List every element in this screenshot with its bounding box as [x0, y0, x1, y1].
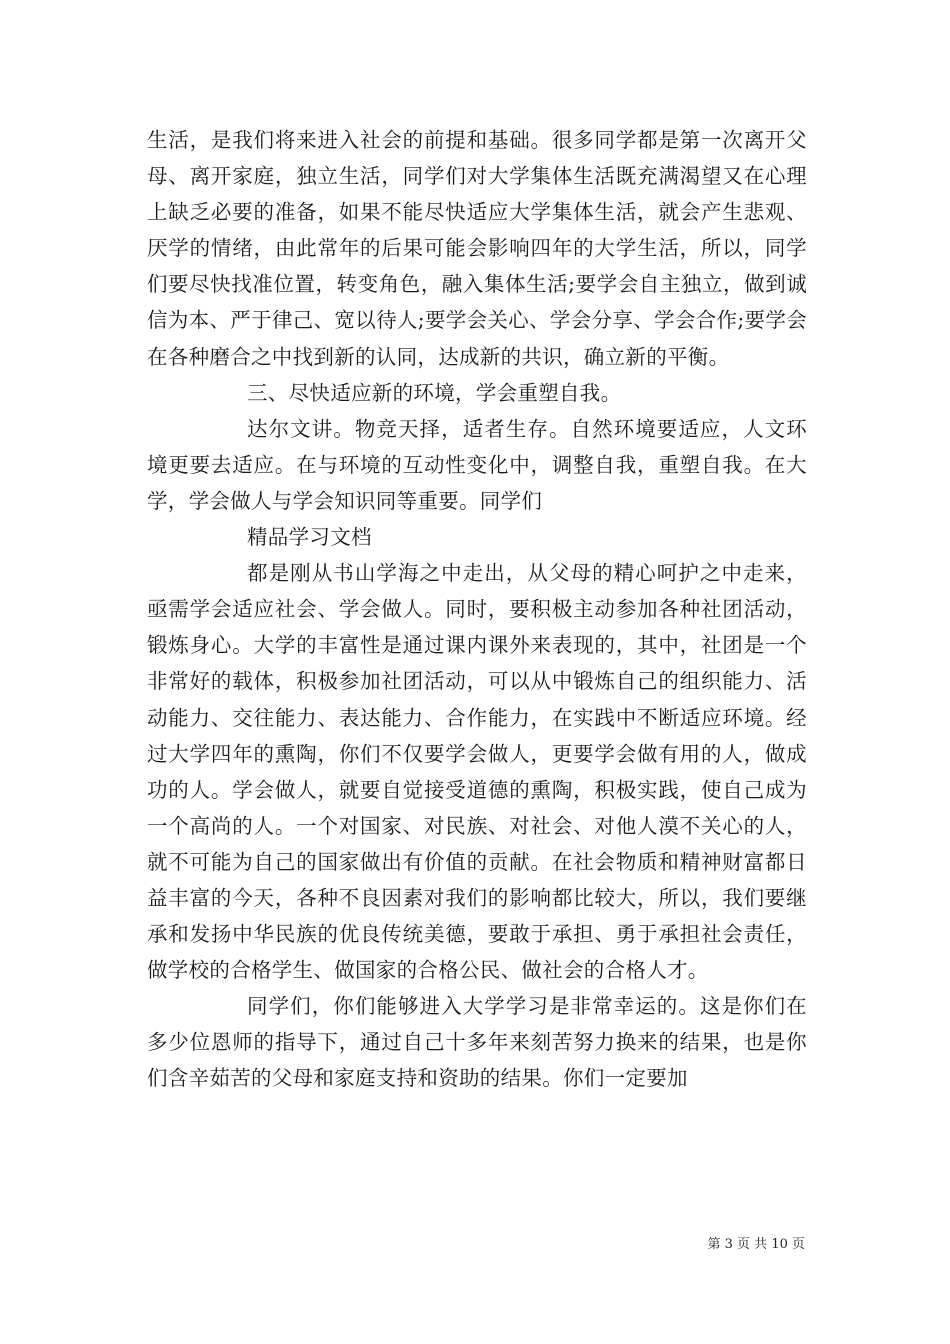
paragraph-continuation: 生活，是我们将来进入社会的前提和基础。很多同学都是第一次离开父母、离开家庭，独立生活，同学们对大学集体生活既充满渴望又在心理上缺乏必要的准备，如果不能尽快适应大学集体生活，就会产生悲观、厌学的情绪，由此常年的后果可能会影响四年的大学生活，所以，同学们要尽快找准位置，转变角色，融入集体生活;要学会自主独立，做到诚信为本、严于律己、宽以待人;要学会关心、学会分享、学会合作;要学会在各种磨合之中找到新的认同，达成新的共识，确立新的平衡。: [147, 128, 807, 369]
paragraph-fortunate: 同学们，你们能够进入大学学习是非常幸运的。这是你们在多少位恩师的指导下，通过自己十多年来刻苦努力换来的结果，也是你们含辛茹苦的父母和家庭支持和资助的结果。你们一定要加: [147, 994, 807, 1091]
paragraph-learn-to-be-human: 都是刚从书山学海之中走出，从父母的精心呵护之中走来，亟需学会适应社会、学会做人。同时，要积极主动参加各种社团活动，锻炼身心。大学的丰富性是通过课内课外来表现的，其中，社团是一个非常好的载体，积极参加社团活动，可以从中锻炼自己的组织能力、活动能力、交往能力、表达能力、合作能力，在实践中不断适应环境。经过大学四年的熏陶，你们不仅要学会做人，更要学会做有用的人，做成功的人。学会做人，就要自觉接受道德的熏陶，积极实践，使自己成为一个高尚的人。一个对国家、对民族、对社会、对他人漠不关心的人，就不可能为自己的国家做出有价值的贡献。在社会物质和精神财富都日益丰富的今天，各种不良因素对我们的影响都比较大，所以，我们要继承和发扬中华民族的优良传统美德，要敢于承担、勇于承担社会责任，做学校的合格学生、做国家的合格公民、做社会的合格人才。: [147, 561, 807, 983]
body-text: [147, 122, 807, 1097]
watermark-line: 精品学习文档: [247, 525, 372, 550]
section-heading-3: 三、尽快适应新的环境，学会重塑自我。: [247, 380, 622, 405]
paragraph-darwin: 达尔文讲。物竞天择，适者生存。自然环境要适应，人文环境更要去适应。在与环境的互动性变化中，调整自我，重塑自我。在大学，学会做人与学会知识同等重要。同学们: [147, 416, 807, 513]
page-number: 第 3 页 共 10 页: [707, 1237, 805, 1252]
